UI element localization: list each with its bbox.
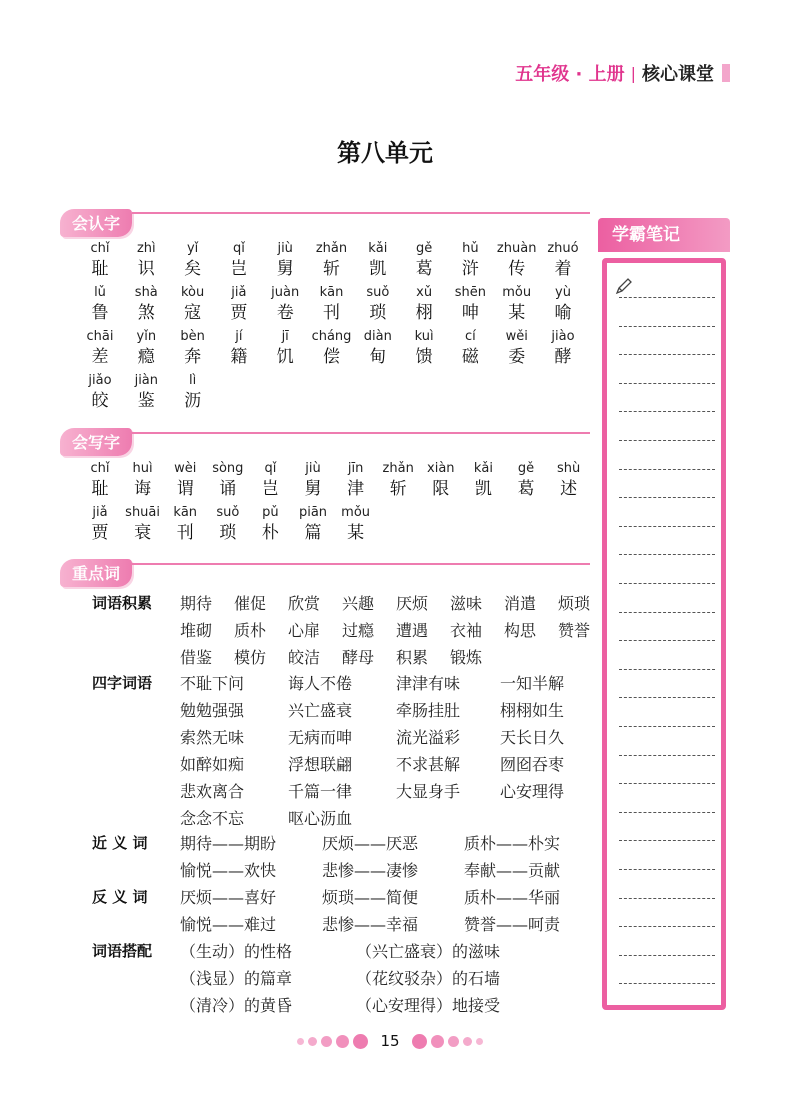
pinyin: jiào [551,329,575,344]
pinyin: xǔ [416,285,433,300]
keyword-item: 借鉴 [180,648,213,667]
pinyin: kòu [180,285,205,300]
character-cell [328,504,384,544]
keyword-item: 过瘾 [342,621,375,640]
keyword-item: 堆砌 [180,621,213,640]
pinyin: shà [134,285,158,300]
pinyin: bèn [180,329,205,344]
keyword-item: 欣赏 [288,594,321,613]
pinyin: jiù [305,461,321,476]
keyword-item: （心安理得）地接受 [356,996,501,1015]
pinyin: pǔ [262,505,279,520]
keyword-item: 浮想联翩 [288,755,353,774]
hanzi: 琐 [369,303,387,323]
notes-sidebar [598,218,730,1014]
keyword-item: 呕心沥血 [288,809,353,828]
keyword-item: 悲欢离合 [180,782,245,801]
pinyin: kān [319,285,344,300]
keyword-item: 酵母 [342,648,375,667]
pinyin: chǐ [90,241,110,256]
character-cell [541,460,597,500]
pinyin: chǐ [90,461,110,476]
keyword-item: 赞誉 [558,621,591,640]
hanzi: 岂 [261,479,279,499]
hanzi: 酵 [554,347,572,367]
page-dot [353,1034,368,1049]
pinyin: gě [415,241,433,256]
pinyin: chāi [86,329,114,344]
hanzi: 耻 [91,479,109,499]
hanzi: 某 [347,523,365,543]
keyword-item: 不耻下问 [180,674,245,693]
hanzi: 朴 [261,523,279,543]
hanzi: 着 [554,259,572,279]
hanzi: 沥 [184,391,202,411]
keyword-item: 索然无味 [180,728,245,747]
keyword-item: 不求甚解 [396,755,461,774]
hanzi: 皎 [91,391,109,411]
hanzi: 瘾 [137,347,155,367]
pinyin: xiàn [427,461,455,476]
keyword-item: 烦琐——简便 [322,888,419,907]
pinyin: kǎi [368,241,388,256]
hanzi: 矣 [184,259,202,279]
hanzi: 贾 [230,303,248,323]
notes-line [619,812,715,813]
hanzi: 寇 [184,303,202,323]
pinyin: jīn [347,461,364,476]
notes-line [619,411,715,412]
pinyin: kǎi [473,461,493,476]
notes-line [619,869,715,870]
grade-label: 五年级 · 上册 [515,64,625,85]
keyword-item: 勉勉强强 [180,701,245,720]
hanzi: 某 [508,303,526,323]
keyword-item: （浅显）的篇章 [180,969,293,988]
keyword-item: （花纹驳杂）的石墙 [356,969,501,988]
pinyin: cí [465,329,476,344]
hanzi: 磁 [461,347,479,367]
header-separator: | [630,63,636,83]
keyword-item: 质朴 [234,621,267,640]
keyword-item: 厌烦——厌恶 [322,834,419,853]
pinyin: zhì [136,241,156,256]
pinyin: jiǎ [231,285,247,300]
keyword-category-collocations: 词语搭配 [92,942,153,960]
pinyin: jī [281,329,289,344]
hanzi: 刊 [323,303,340,323]
hanzi: 刊 [176,523,194,543]
notes-line [619,469,715,470]
keyword-item: （生动）的性格 [180,942,293,961]
pinyin: kuì [414,329,434,344]
keyword-category-synonyms: 近 义 词 [92,834,148,852]
hanzi: 差 [91,347,109,367]
keyword-item: 大显身手 [396,782,461,801]
notes-line [619,783,715,784]
section-recognize-label: 会认字 [60,209,132,237]
keyword-item: 烦琐 [558,594,591,613]
notes-line [619,440,715,441]
hanzi: 委 [508,347,526,367]
keyword-item: 衣袖 [450,621,483,640]
pinyin: juàn [271,285,300,300]
notes-line [619,297,715,298]
hanzi: 识 [137,259,155,279]
hanzi: 籍 [230,347,248,367]
keyword-item: 滋味 [450,594,483,613]
section-keywords-label: 重点词 [60,559,132,587]
keyword-item: 兴亡盛衰 [288,701,353,720]
section-write-label: 会写字 [60,428,132,456]
page-dot [308,1037,317,1046]
pinyin: qǐ [264,461,277,476]
hanzi: 篇 [304,523,322,543]
unit-title: 第八单元 [337,139,433,167]
pinyin: piān [298,505,328,520]
hanzi: 煞 [137,303,155,323]
keyword-item: 牵肠挂肚 [396,701,461,720]
pinyin: lì [188,373,197,388]
keyword-item: 悲惨——幸福 [322,915,419,934]
hanzi: 凯 [474,479,492,499]
page-dot [336,1035,349,1048]
pinyin: shuāi [125,505,161,520]
keyword-item: 构思 [504,621,537,640]
notes-line [619,669,715,670]
page-dot [321,1036,332,1047]
pinyin: diàn [363,329,392,344]
character-cell [165,372,221,412]
notes-line [619,526,715,527]
keyword-item: 锻炼 [450,648,483,667]
section-recognize-divider [132,212,590,214]
pinyin: gě [517,461,535,476]
pinyin: cháng [311,329,352,344]
keyword-item: 心安理得 [500,782,565,801]
hanzi: 斩 [389,479,407,499]
notes-line [619,755,715,756]
keyword-item: 期待——期盼 [180,834,277,853]
pinyin: lǔ [94,285,106,300]
page-number-bar [290,1028,490,1054]
pinyin: huì [132,461,153,476]
keyword-item: （兴亡盛衰）的滋味 [356,942,501,961]
notes-line [619,354,715,355]
pinyin: zhuó [547,241,579,256]
keyword-item: 栩栩如生 [500,701,565,720]
hanzi: 呻 [461,303,479,323]
pinyin: yǐ [186,241,199,256]
page-dot [412,1034,427,1049]
hanzi: 琐 [219,523,237,543]
notes-line [619,326,715,327]
hanzi: 喻 [554,303,572,323]
notes-title: 学霸笔记 [598,218,730,252]
page-dot [297,1038,304,1045]
hanzi: 葛 [517,479,535,499]
pinyin: hǔ [462,241,479,256]
notes-line [619,583,715,584]
keyword-item: 质朴——朴实 [464,834,561,853]
pinyin: mǒu [341,505,371,520]
pinyin: wèi [174,461,197,476]
notes-box [602,258,726,1010]
pinyin: shù [556,461,581,476]
pinyin: yǐn [136,329,157,344]
pinyin: zhuàn [496,241,537,256]
keyword-item: 厌烦 [396,594,429,613]
keyword-item: 囫囵吞枣 [500,755,565,774]
notes-line [619,554,715,555]
hanzi: 谓 [176,479,194,499]
header-tab-marker [722,64,730,82]
hanzi: 浒 [461,259,479,279]
hanzi: 舅 [276,259,294,279]
hanzi: 传 [508,259,526,279]
page-dot [463,1037,472,1046]
notes-line [619,612,715,613]
notes-line [619,383,715,384]
pinyin: kān [173,505,198,520]
notes-line [619,497,715,498]
section-write-divider [132,432,590,434]
pinyin: jiǎo [88,373,112,388]
keyword-item: 津津有味 [396,674,461,693]
notes-line [619,955,715,956]
pinyin: suǒ [366,285,390,300]
keyword-item: 流光溢彩 [396,728,461,747]
keyword-category-idioms: 四字词语 [92,674,153,692]
hanzi: 偿 [323,347,340,367]
page-number: 15 [380,1032,400,1050]
notes-line [619,983,715,984]
keyword-item: 兴趣 [342,594,375,613]
hanzi: 凯 [369,259,387,279]
pinyin: shēn [454,285,487,300]
notes-line [619,640,715,641]
page-dot [448,1036,459,1047]
hanzi: 贾 [91,523,109,543]
hanzi: 舅 [304,479,322,499]
character-cell [535,240,591,280]
notes-line [619,697,715,698]
keyword-category-antonyms: 反 义 词 [92,888,148,906]
hanzi: 衰 [134,523,152,543]
notes-line [619,726,715,727]
keyword-item: 悲惨——凄惨 [322,861,419,880]
pinyin: suǒ [216,505,240,520]
hanzi: 限 [432,479,450,499]
pinyin: sòng [212,461,244,476]
pinyin: jiàn [134,373,159,388]
hanzi: 馈 [415,347,433,367]
page-dot [431,1035,444,1048]
hanzi: 饥 [276,347,294,367]
keyword-item: 心扉 [288,621,321,640]
keyword-item: 天长日久 [500,728,565,747]
keyword-item: 期待 [180,594,213,613]
hanzi: 斩 [323,259,340,279]
pinyin: jí [235,329,243,344]
page-dot [476,1038,483,1045]
keyword-item: 皎洁 [288,648,321,667]
pinyin: yù [555,285,571,300]
pinyin: wěi [505,329,528,344]
hanzi: 岂 [230,259,248,279]
character-cell [535,284,591,324]
keyword-item: 模仿 [234,648,267,667]
keyword-item: 赞誉——呵责 [464,915,561,934]
hanzi: 耻 [91,259,109,279]
hanzi: 葛 [415,259,433,279]
notes-line [619,926,715,927]
notes-line [619,840,715,841]
hanzi: 鉴 [137,391,155,411]
hanzi: 诲 [134,479,152,499]
hanzi: 奔 [184,347,202,367]
keyword-item: 愉悦——难过 [180,915,277,934]
pinyin: qǐ [232,241,245,256]
keyword-item: 奉献——贡献 [464,861,561,880]
course-label: 核心课堂 [642,64,714,85]
hanzi: 甸 [369,347,387,367]
keyword-item: 如醉如痴 [180,755,245,774]
pinyin: jiǎ [92,505,108,520]
notes-line [619,898,715,899]
keyword-item: 千篇一律 [288,782,353,801]
hanzi: 栩 [415,303,433,323]
character-cell [535,328,591,368]
hanzi: 卷 [276,303,294,323]
pinyin: mǒu [502,285,532,300]
keyword-item: 质朴——华丽 [464,888,561,907]
section-keywords-divider [132,563,590,565]
keyword-item: 消遣 [504,594,537,613]
keyword-item: 一知半解 [500,674,565,693]
keyword-item: 厌烦——喜好 [180,888,277,907]
pinyin: zhǎn [315,241,348,256]
keyword-item: 诲人不倦 [288,674,353,693]
keyword-category-accumulate: 词语积累 [92,594,153,612]
page-header [515,60,730,86]
keyword-item: 无病而呻 [288,728,353,747]
hanzi: 鲁 [91,303,109,323]
pinyin: zhǎn [382,461,414,476]
keyword-item: 催促 [234,594,267,613]
hanzi: 诵 [219,479,237,499]
keyword-item: 愉悦——欢快 [180,861,277,880]
keyword-item: 念念不忘 [180,809,245,828]
keyword-item: 遭遇 [396,621,429,640]
pencil-icon [615,277,633,295]
pinyin: jiù [277,241,293,256]
keyword-item: 积累 [396,648,429,667]
hanzi: 述 [560,479,578,499]
hanzi: 津 [347,479,365,499]
keyword-item: （清冷）的黄昏 [180,996,293,1015]
